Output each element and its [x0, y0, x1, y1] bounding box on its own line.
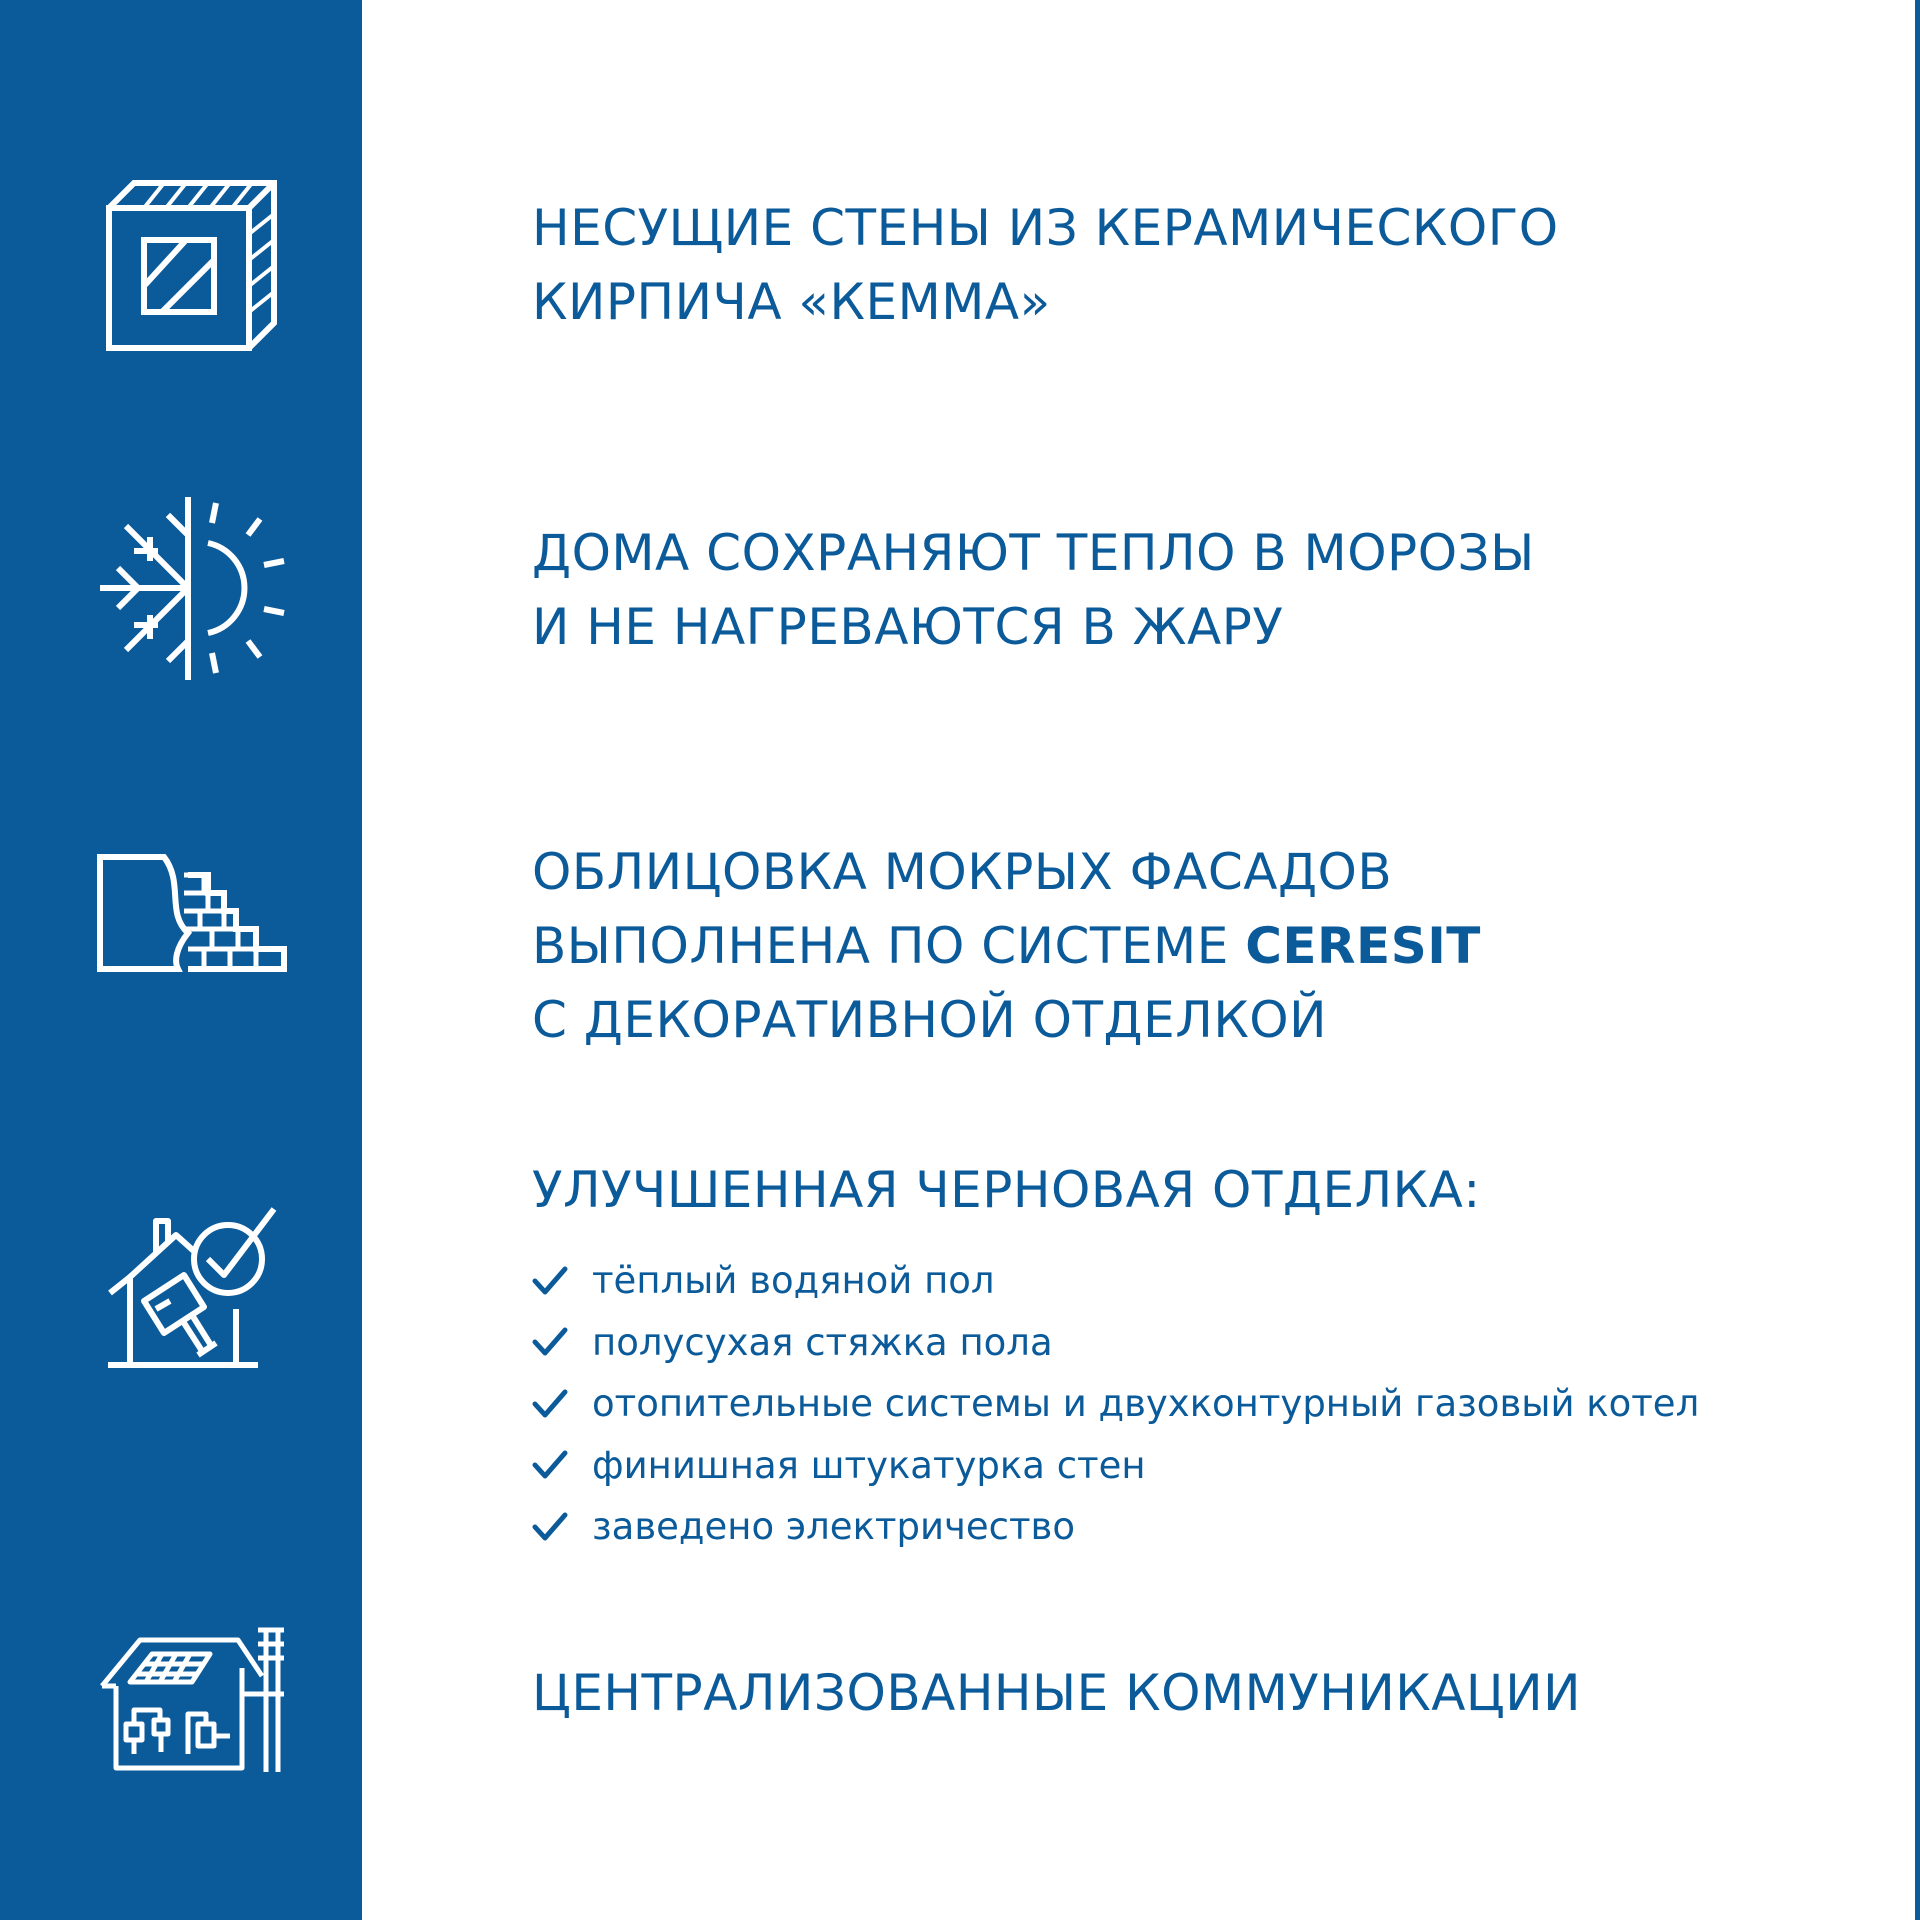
checkmark-icon	[532, 1266, 592, 1296]
feature-heading-walls: НЕСУЩИЕ СТЕНЫ ИЗ КЕРАМИЧЕСКОГО КИРПИЧА «КЕММА»	[532, 199, 1559, 331]
snowflake-sun-icon	[98, 495, 288, 685]
checkmark-icon	[532, 1389, 592, 1419]
checkmark-icon	[532, 1450, 592, 1480]
list-item: финишная штукатурка стен	[532, 1435, 1699, 1497]
house-solar-utilities-icon	[100, 1624, 286, 1772]
brick-block-icon	[104, 178, 280, 354]
finishing-checklist	[532, 1250, 1699, 1558]
checkmark-icon	[532, 1327, 592, 1357]
ceresit-brand: CERESIT	[1245, 917, 1481, 975]
feature-heading-finishing: УЛУЧШЕННАЯ ЧЕРНОВАЯ ОТДЕЛКА:	[532, 1161, 1481, 1219]
house-brush-check-icon	[106, 1205, 278, 1371]
feature-heading-thermal: ДОМА СОХРАНЯЮТ ТЕПЛО В МОРОЗЫ И НЕ НАГРЕВАЮТСЯ В ЖАРУ	[532, 524, 1535, 656]
checkmark-icon	[532, 1512, 592, 1542]
list-item: заведено электричество	[532, 1496, 1699, 1558]
list-item: отопительные системы и двухконтурный газовый котел	[532, 1373, 1699, 1435]
feature-heading-facade: ОБЛИЦОВКА МОКРЫХ ФАСАДОВ ВЫПОЛНЕНА ПО СИСТЕМЕ CERESIT С ДЕКОРАТИВНОЙ ОТДЕЛКОЙ	[532, 843, 1481, 1049]
right-border	[1915, 0, 1920, 1920]
facade-brick-wall-icon	[96, 853, 288, 973]
list-item: тёплый водяной пол	[532, 1250, 1699, 1312]
list-item: полусухая стяжка пола	[532, 1312, 1699, 1374]
feature-heading-utilities: ЦЕНТРАЛИЗОВАННЫЕ КОММУНИКАЦИИ	[532, 1664, 1582, 1722]
